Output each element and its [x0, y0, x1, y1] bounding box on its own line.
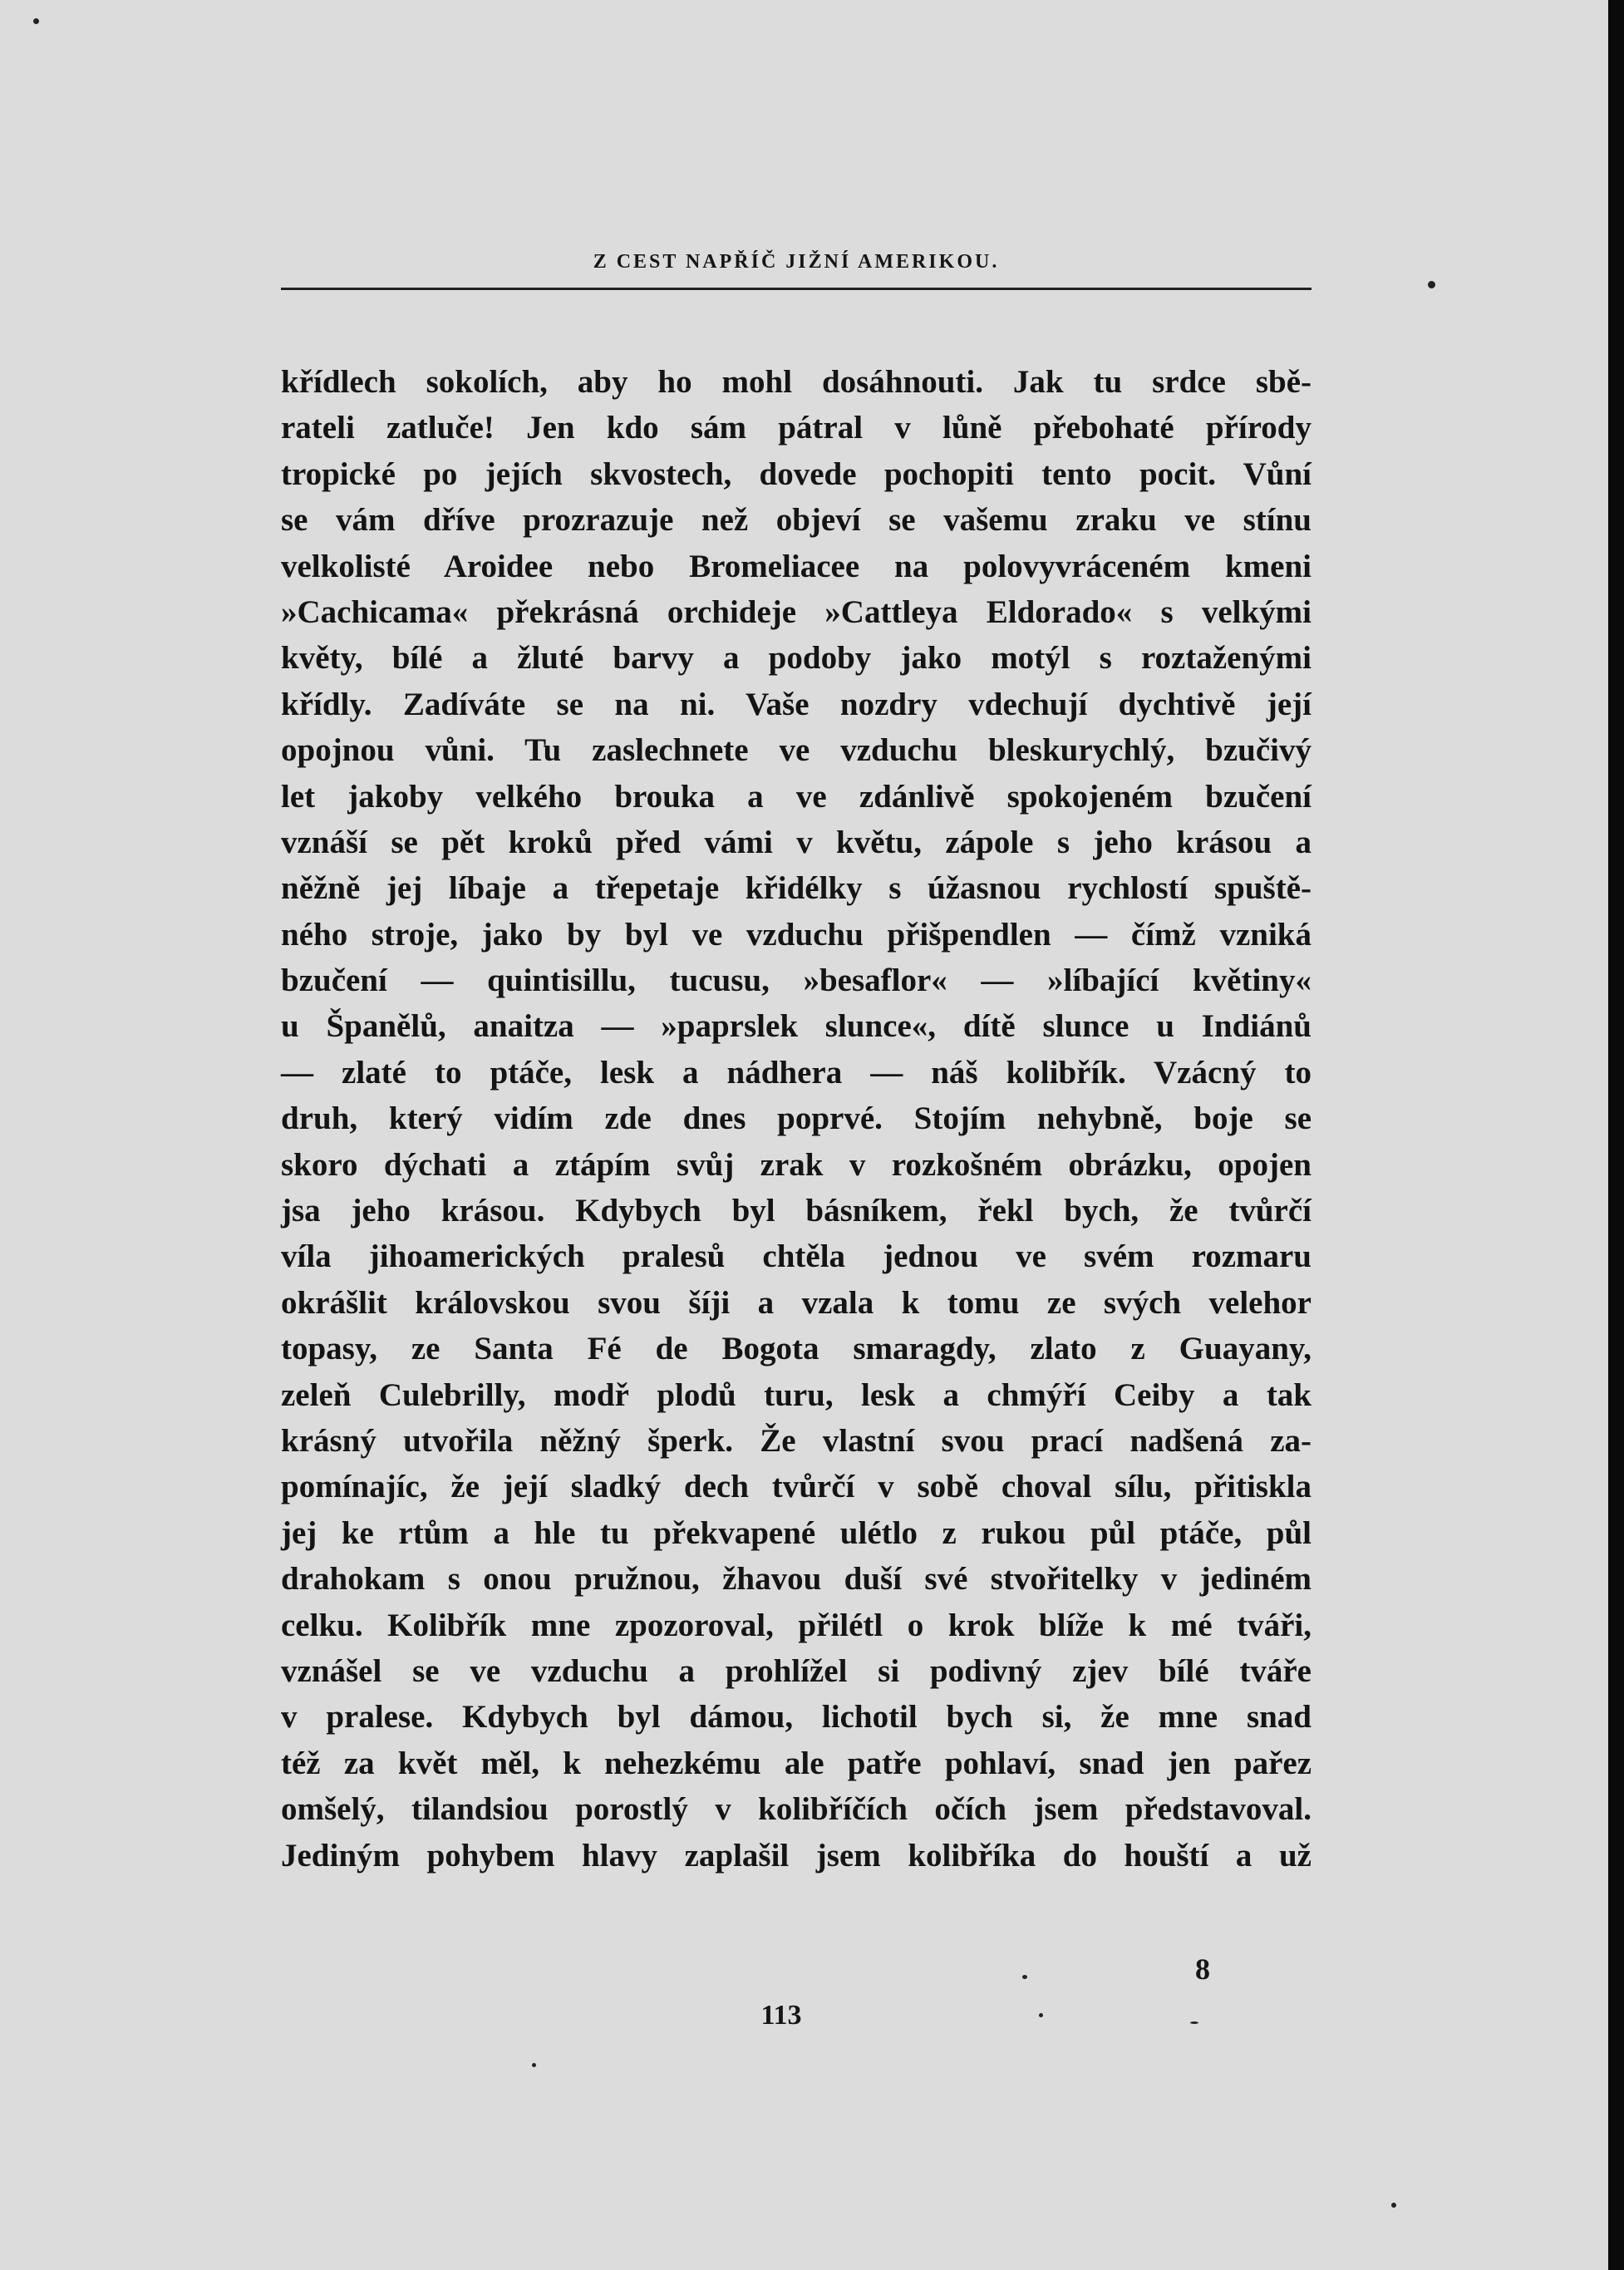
- text-line: květy, bílé a žluté barvy a podoby jako motýl s roztaženými: [281, 640, 1312, 677]
- text-line: se vám dříve prozrazuje než objeví se vašemu zraku ve stínu: [281, 502, 1312, 539]
- text-line: okrášlit královskou svou šíji a vzala k tomu ze svých velehor: [281, 1284, 1312, 1321]
- header-rule: [281, 288, 1312, 290]
- scan-speck: [1391, 2203, 1396, 2208]
- page-number: 113: [760, 2000, 802, 2031]
- text-line: vznášel se ve vzduchu a prohlížel si podivný zjev bílé tváře: [281, 1652, 1312, 1689]
- scan-speck: [1022, 1975, 1027, 1979]
- text-line: krásný utvořila něžný šperk. Že vlastní svou prací nadšená za-: [281, 1422, 1312, 1459]
- text-line: víla jihoamerických pralesů chtěla jednou ve svém rozmaru: [281, 1238, 1312, 1275]
- text-line: u Španělů, anaitza — »paprslek slunce«, dítě slunce u Indiánů: [281, 1008, 1312, 1045]
- scan-speck: [532, 2063, 536, 2067]
- text-line: rateli zatluče! Jen kdo sám pátral v lůně přebohaté přírody: [281, 410, 1312, 446]
- text-line: »Cachicama« překrásná orchideje »Cattleya Eldorado« s velkými: [281, 593, 1312, 630]
- text-line: v pralese. Kdybych byl dámou, lichotil bych si, že mne snad: [281, 1699, 1312, 1736]
- text-line: zeleň Culebrilly, modř plodů turu, lesk a chmýří Ceiby a tak: [281, 1376, 1312, 1413]
- text-line: opojnou vůni. Tu zaslechnete ve vzduchu bleskurychlý, bzučivý: [281, 732, 1312, 769]
- text-line: drahokam s onou pružnou, žhavou duší své stvořitelky v jediném: [281, 1561, 1312, 1598]
- scan-speck: [1428, 281, 1435, 288]
- text-line: vznáší se pět kroků před vámi v květu, zápole s jeho krásou a: [281, 824, 1312, 860]
- running-head: Z CEST NAPŘÍČ JIŽNÍ AMERIKOU.: [593, 251, 1000, 273]
- text-line: křídlech sokolích, aby ho mohl dosáhnouti. Jak tu srdce sbě-: [281, 364, 1312, 400]
- signature-mark: 8: [1195, 1952, 1210, 1986]
- scan-speck: [33, 18, 39, 24]
- text-line: Jediným pohybem hlavy zaplašil jsem kolibříka do houští a už: [281, 1837, 1312, 1874]
- scan-speck: [1190, 2021, 1198, 2024]
- text-line: skoro dýchati a ztápím svůj zrak v rozkošném obrázku, opojen: [281, 1146, 1312, 1183]
- text-line: druh, který vidím zde dnes poprvé. Stojím nehybně, boje se: [281, 1101, 1312, 1137]
- text-line: něžně jej líbaje a třepetaje křidélky s úžasnou rychlostí spuště-: [281, 870, 1312, 907]
- text-line: jsa jeho krásou. Kdybych byl básníkem, řekl bych, že tvůrčí: [281, 1193, 1312, 1229]
- text-line: topasy, ze Santa Fé de Bogota smaragdy, zlato z Guayany,: [281, 1331, 1312, 1367]
- text-line: — zlaté to ptáče, lesk a nádhera — náš kolibřík. Vzácný to: [281, 1054, 1312, 1091]
- text-line: pomínajíc, že její sladký dech tvůrčí v sobě choval sílu, přitiskla: [281, 1469, 1312, 1505]
- text-line: též za květ měl, k nehezkému ale patře pohlaví, snad jen pařez: [281, 1745, 1312, 1781]
- text-line: omšelý, tilandsiou porostlý v kolibříčích očích jsem představoval.: [281, 1791, 1312, 1828]
- text-line: bzučení — quintisillu, tucusu, »besaflor« — »líbající květiny«: [281, 963, 1312, 999]
- scan-speck: [1039, 2013, 1043, 2017]
- text-line: celku. Kolibřík mne zpozoroval, přilétl o krok blíže k mé tváři,: [281, 1607, 1312, 1643]
- body-text: [281, 359, 1312, 1879]
- text-line: velkolisté Aroidee nebo Bromeliacee na polovyvráceném kmeni: [281, 548, 1312, 584]
- text-line: ného stroje, jako by byl ve vzduchu přišpendlen — čímž vzniká: [281, 916, 1312, 953]
- text-line: jej ke rtům a hle tu překvapené ulétlo z rukou půl ptáče, půl: [281, 1514, 1312, 1551]
- text-line: let jakoby velkého brouka a ve zdánlivě spokojeném bzučení: [281, 778, 1312, 815]
- text-line: křídly. Zadíváte se na ni. Vaše nozdry vdechují dychtivě její: [281, 686, 1312, 722]
- text-line: tropické po jejích skvostech, dovede pochopiti tento pocit. Vůní: [281, 455, 1312, 492]
